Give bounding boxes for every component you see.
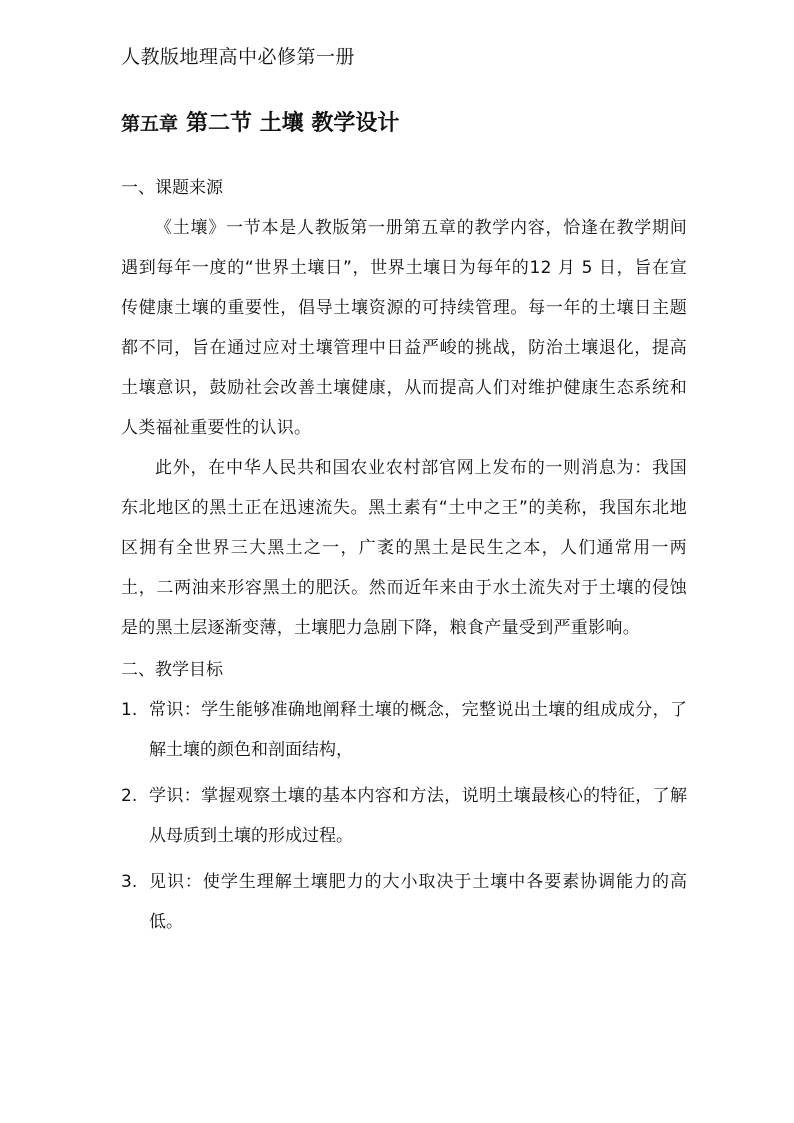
goal-item [121, 862, 687, 942]
paragraph-1: 《土壤》一节本是人教版第一册第五章的教学内容，恰逢在教学期间遇到每年一度的“世界土壤日”，世界土壤日为每年的12 月 5 日，旨在宣传健康土壤的重要性，倡导土壤资源的可持续管理。每一年的土壤日主题都不同，旨在通过应对土壤管理中日益严峻的挑战，防治土壤退化，提高土壤意识，鼓励社会改善土壤健康，从而提高人们对维护健康生态系统和人类福祉重要性的认识。 [121, 218, 687, 438]
goal-text: 常识：学生能够准确地阐释土壤的概念，完整说出土壤的组成成分，了解土壤的颜色和剖面结构， [149, 700, 687, 760]
section-heading-goals: 二、教学目标 [121, 660, 223, 680]
document-title [121, 106, 399, 137]
goal-number: 3. [121, 872, 138, 892]
goal-item [121, 776, 687, 856]
goal-item [121, 690, 687, 770]
section-heading-source: 一、课题来源 [121, 178, 223, 198]
document-body [121, 168, 687, 948]
goals-list [121, 690, 687, 942]
goal-number: 1. [121, 700, 138, 720]
goal-text: 学识：掌握观察土壤的基本内容和方法，说明土壤最核心的特征，了解从母质到土壤的形成过程。 [149, 786, 687, 846]
paragraph-2: 此外，在中华人民共和国农业农村部官网上发布的一则消息为：我国东北地区的黑土正在迅速流失。黑土素有“土中之王”的美称，我国东北地区拥有全世界三大黑土之一，广袤的黑土是民生之本，人们通常用一两土，二两油来形容黑土的肥沃。然而近年来由于水土流失对于土壤的侵蚀是的黑土层逐渐变薄，土壤肥力急剧下降，粮食产量受到严重影响。 [121, 458, 687, 638]
goal-text: 见识：使学生理解土壤肥力的大小取决于土壤中各要素协调能力的高低。 [149, 872, 687, 932]
goal-number: 2. [121, 786, 138, 806]
title-section: 第二节 土壤 教学设计 [186, 111, 400, 136]
title-chapter: 第五章 [121, 113, 179, 135]
document-header: 人教版地理高中必修第一册 [121, 46, 356, 68]
